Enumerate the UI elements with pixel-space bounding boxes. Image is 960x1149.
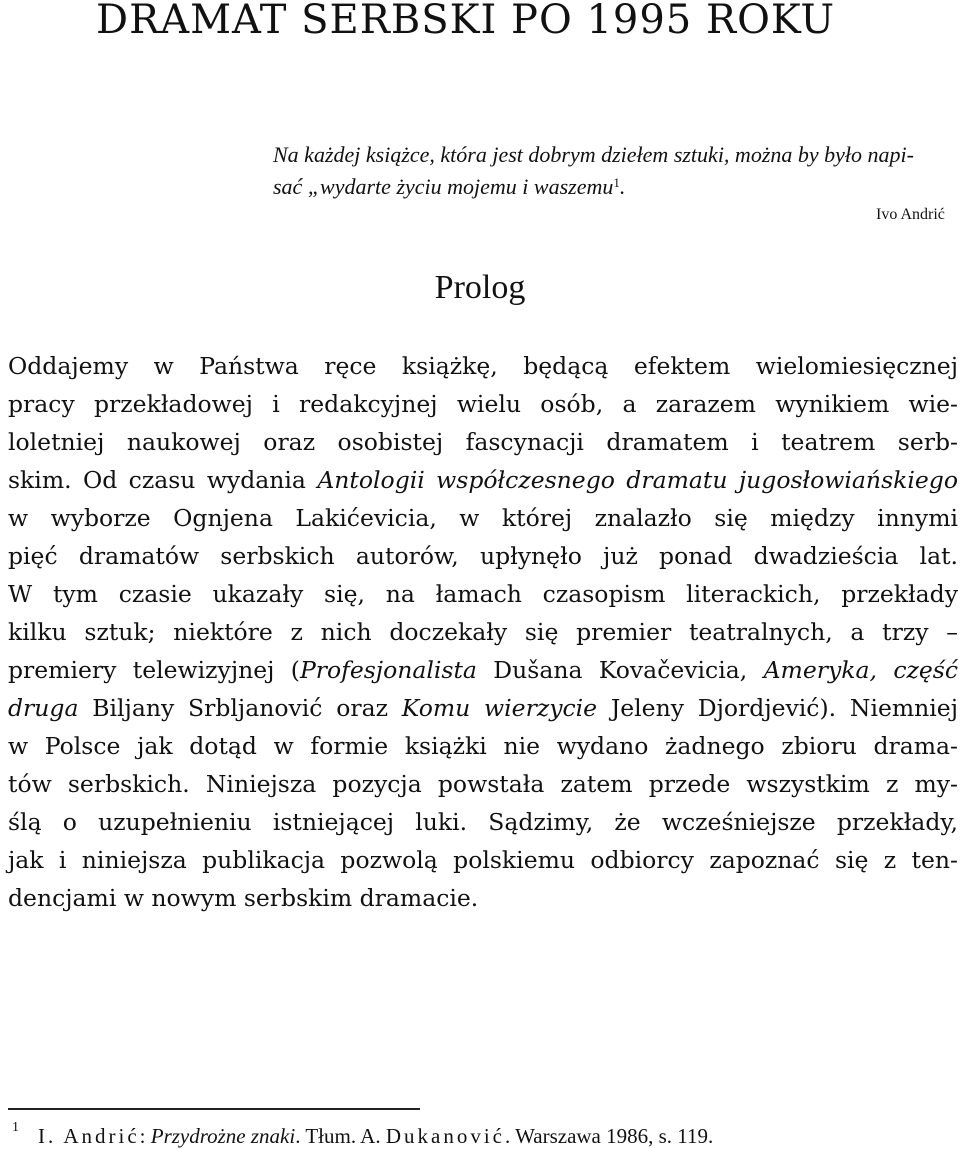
italic-title: Komu wierzycie <box>401 694 598 722</box>
text-run: tów serbskich. Niniejsza pozycja powstała zatem przede wszystkim z my- <box>8 770 958 798</box>
text-run: pięć dramatów serbskich autorów, upłynęło już ponad dwadzieścia lat. <box>8 542 958 570</box>
epigraph <box>273 139 953 203</box>
text-run: Oddajemy w Państwa ręce książkę, będącą efektem wielomiesięcznej <box>8 352 958 380</box>
text-run: skim. Od czasu wydania <box>8 466 318 494</box>
text-line <box>8 461 958 499</box>
body-paragraph <box>8 347 958 917</box>
footnote-middle: . Tłum. A. <box>295 1124 386 1148</box>
epigraph-author: Ivo Andrić <box>876 206 945 223</box>
epigraph-line-2 <box>273 171 953 203</box>
footnote-end: . Warszawa 1986, s. 119. <box>505 1124 714 1148</box>
italic-title: Ameryka, część <box>763 656 958 684</box>
footnote-mark: 1 <box>12 1120 19 1135</box>
text-run: pracy przekładowej i redakcyjnej wielu osób, a zarazem wynikiem wie- <box>8 390 958 418</box>
footnote-divider <box>8 1108 420 1110</box>
text-run: ślą o uzupełnieniu istniejącej luki. Sądzimy, że wcześniejsze przekłady, <box>8 808 958 836</box>
text-run: Jeleny Djordjević). Niemniej <box>597 694 958 722</box>
italic-title: Antologii współczesnego dramatu jugosłowiańskiego <box>317 466 958 494</box>
text-run: Biljany Srbljanović oraz <box>78 694 402 722</box>
text-line <box>8 613 958 651</box>
section-heading: Prolog <box>434 269 526 306</box>
text-line <box>8 347 958 385</box>
text-run: premiery telewizyjnej ( <box>8 656 300 684</box>
text-run: w Polsce jak dotąd w formie książki nie wydano żadnego zbioru drama- <box>8 732 958 760</box>
text-line <box>8 879 958 917</box>
epigraph-line-1: Na każdej książce, która jest dobrym dziełem sztuki, można by było napi- <box>273 142 914 167</box>
italic-title: druga <box>8 694 79 722</box>
epigraph-line-2-text: sać „wydarte życiu mojemu i waszemu <box>273 174 614 199</box>
footnote-reference: 1 <box>613 175 620 190</box>
text-line <box>8 651 958 689</box>
text-run: kilku sztuk; niektóre z nich doczekały się premier teatralnych, a trzy – <box>8 618 958 646</box>
text-line <box>8 499 958 537</box>
text-line <box>8 803 958 841</box>
footnote-separator: : <box>139 1124 151 1148</box>
epigraph-line-2-end: . <box>619 174 626 199</box>
text-line <box>8 575 958 613</box>
chapter-title: DRAMAT SERBSKI PO 1995 ROKU <box>96 0 836 43</box>
text-run: jak i niniejsza publikacja pozwolą polskiemu odbiorcy zapoznać się z ten- <box>8 846 958 874</box>
text-run: loletniej naukowej oraz osobistej fascynacji dramatem i teatrem serb- <box>8 428 958 456</box>
text-line <box>8 385 958 423</box>
text-run: w wyborze Ognjena Lakićevicia, w której znalazło się między innymi <box>8 504 958 532</box>
text-run: W tym czasie ukazały się, na łamach czasopism literackich, przekłady <box>8 580 958 608</box>
text-line <box>8 537 958 575</box>
italic-title: Profesjonalista <box>299 656 477 684</box>
text-run: dencjami w nowym serbskim dramacie. <box>8 884 479 912</box>
footnote-author: I. Andrić <box>38 1124 140 1148</box>
text-line <box>8 423 958 461</box>
text-line <box>8 689 958 727</box>
footnote-title: Przydrożne znaki <box>150 1124 296 1148</box>
text-run: Dušana Kovačevicia, <box>476 656 764 684</box>
text-line <box>8 727 958 765</box>
text-line <box>8 841 958 879</box>
text-line <box>8 765 958 803</box>
footnote-translator: Dukanović <box>385 1124 505 1148</box>
footnote <box>12 1120 714 1149</box>
